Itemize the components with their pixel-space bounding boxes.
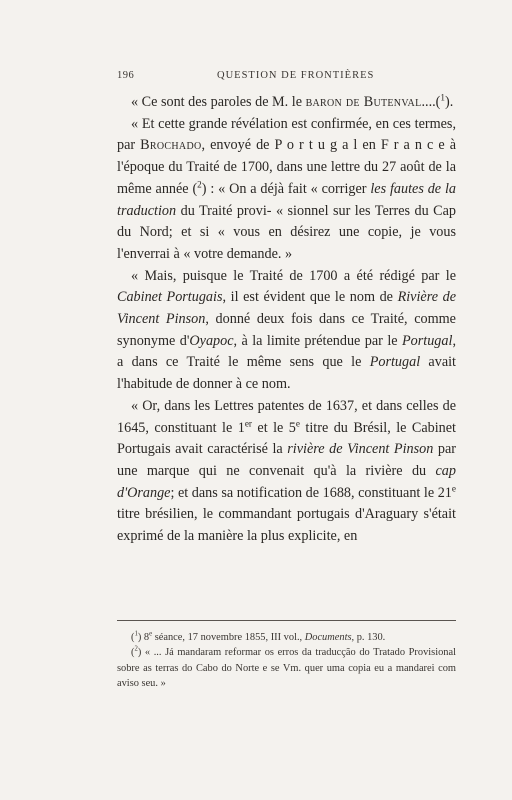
italic-phrase: Portugal [369,354,421,371]
person-name: baron de Butenval [305,94,422,110]
text-run: « Mais, puisque le Traité de 1700 a été rédigé par le [131,267,456,284]
text-run: « Et cette grande révélation est confirmée, en ces termes, par [117,115,456,154]
ordinal-superscript: e [451,482,456,493]
italic-phrase: cap d'Orange [117,462,456,501]
text-run: du Traité provi- « sionnel sur les Terres du Cap du Nord; et si « vous en désirez une copie, je vous l'enverrai à « votre demande. » [117,202,456,262]
person-name: Brochado [140,137,202,154]
footnote-divider [117,620,456,621]
text-run: ) : « On a déjà fait « corriger [201,180,371,197]
text-run: , a dans ce Traité le même sens que le [117,332,456,371]
text-run: , il est évident que le nom de [222,289,398,306]
paragraph-3 [117,266,456,396]
text-run: et le 5 [252,419,296,436]
paragraph-1 [117,92,456,114]
footnote-1 [117,630,456,645]
footnote-marker: 1 [134,630,138,638]
italic-phrase: les fautes de la traduction [117,180,456,219]
ordinal-superscript: e [149,630,153,638]
text-run: titre du Brésil, le Cabinet Portugais avait caractérisé la [117,419,457,458]
running-title: QUESTION DE FRONTIÈRES [217,70,375,81]
italic-phrase: Cabinet Portugais [117,289,223,306]
text-run: , p. 130. [351,632,386,643]
text-run: ( [131,632,135,643]
text-run: avait l'habitude de donner à ce nom. [117,354,457,393]
text-run: titre brésilien, le commandant portugais d'Araguary s'était exprimé de la manière la plus explicite, en [117,506,456,545]
footnote-marker: 2 [134,645,138,653]
footnote-2 [117,645,456,691]
text-run: , donné deux fois dans ce Traité, comme synonyme d' [117,311,456,349]
text-run: par une marque qui ne convenait qu'à la rivière du [117,441,457,479]
italic-phrase: Oyapoc [189,332,234,349]
italic-phrase: rivière de Vincent Pinson [287,441,434,458]
text-run: ) « ... Já mandaram reformar os erros da traducção do Tratado Provisional sobre as terras do Cabo do Norte e se Vm. quer uma copia eu a mandarei com aviso seu. » [117,647,456,690]
ordinal-superscript: er [244,417,252,428]
footnote-ref: 2 [197,179,202,190]
text-run: « Ce sont des paroles de M. le [131,94,306,110]
italic-phrase: Portugal [401,332,453,349]
page-number: 196 [117,70,135,81]
italic-phrase: Documents [304,632,352,643]
ordinal-superscript: e [295,417,300,428]
text-run: ....( [421,94,441,110]
paragraph-4 [117,396,456,548]
text-run: ). [445,94,454,110]
text-run: « Or, dans les Lettres patentes de 1637, et dans celles de 1645, constituant le 1 [117,397,456,436]
paragraph-2 [117,114,456,266]
text-run: ; et dans sa notification de 1688, constituant le 21 [170,484,452,501]
text-run: ) 8 [137,632,150,643]
footnotes [117,630,456,692]
footnote-ref: 1 [440,92,446,103]
main-text [117,92,456,548]
text-run: ( [131,647,135,659]
text-run: , à la limite prétendue par le [233,332,402,349]
text-run: séance, 17 novembre 1855, III vol., [152,632,305,643]
text-run: , envoyé de P o r t u g a l en F r a n c e à l'époque du Traité de 1700, dans une lettre du 27 août de la même année ( [117,137,456,197]
italic-phrase: Rivière de Vincent Pinson [117,289,456,328]
